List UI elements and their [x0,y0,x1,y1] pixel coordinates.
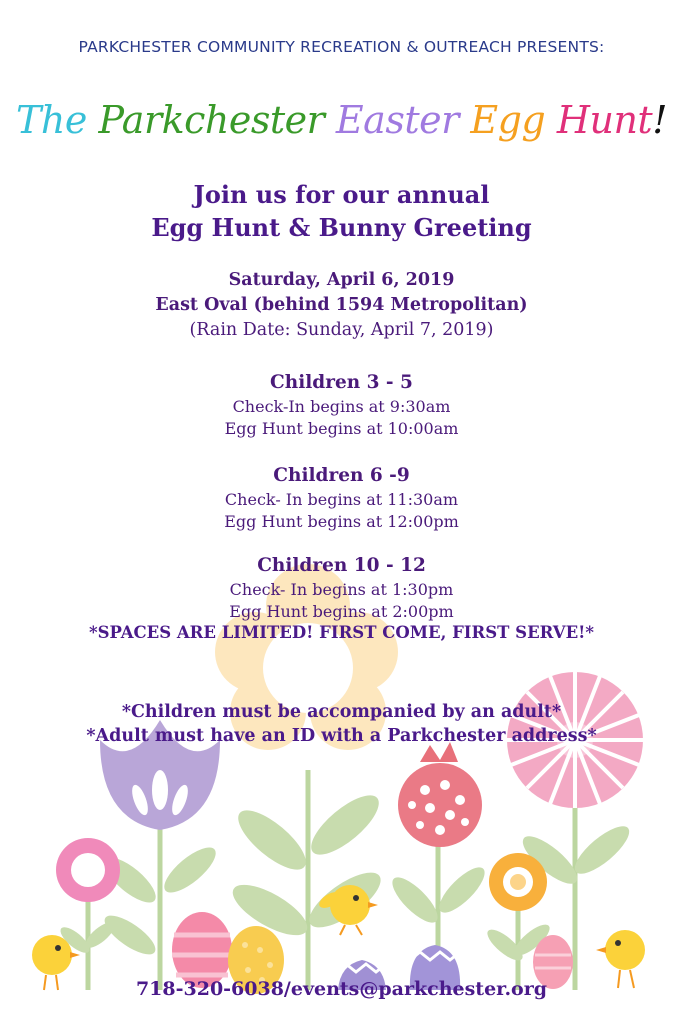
title-word-the: The [16,98,87,142]
age-group-3-5 [0,370,683,440]
note-accompanied: *Children must be accompanied by an adult* [121,702,562,722]
note-id-required: *Adult must have an ID with a Parkchester address* [86,726,597,746]
age-group-6-9 [0,463,683,533]
intro-line-1: Join us for our annual [193,180,490,209]
pomegranate-flower-icon [398,742,482,847]
group-hunt-time: Egg Hunt begins at 12:00pm [224,512,459,531]
requirements-notes [0,700,683,748]
event-details [0,268,683,343]
group-hunt-time: Egg Hunt begins at 10:00am [224,419,459,438]
intro-line-2: Egg Hunt & Bunny Greeting [151,213,532,242]
title-exclamation: ! [652,98,667,142]
title-word-hunt: Hunt [556,98,653,142]
group-title: Children 6 -9 [273,465,410,486]
small-pink-flower-icon [56,838,120,902]
page-title [0,98,683,142]
event-location: East Oval (behind 1594 Metropolitan) [155,295,528,315]
group-hunt-time: Egg Hunt begins at 2:00pm [229,602,454,621]
presenter-heading: PARKCHESTER COMMUNITY RECREATION & OUTREACH PRESENTS: [78,38,605,56]
contact-info: 718-320-6038/events@parkchester.org [135,978,548,1000]
spaces-limited-notice: *SPACES ARE LIMITED! FIRST COME, FIRST SERVE!* [88,623,595,642]
title-word-parkchester: Parkchester [98,98,325,142]
group-checkin: Check- In begins at 1:30pm [229,580,454,599]
title-word-easter: Easter [335,98,459,142]
intro-heading [0,178,683,244]
age-group-10-12 [0,553,683,623]
event-date: Saturday, April 6, 2019 [228,270,455,290]
title-word-egg: Egg [470,98,546,142]
rain-date: (Rain Date: Sunday, April 7, 2019) [189,320,494,340]
orange-flower-icon [489,853,547,911]
group-title: Children 10 - 12 [257,555,426,576]
group-checkin: Check- In begins at 11:30am [224,490,459,509]
group-title: Children 3 - 5 [270,372,413,393]
group-checkin: Check-In begins at 9:30am [232,397,451,416]
